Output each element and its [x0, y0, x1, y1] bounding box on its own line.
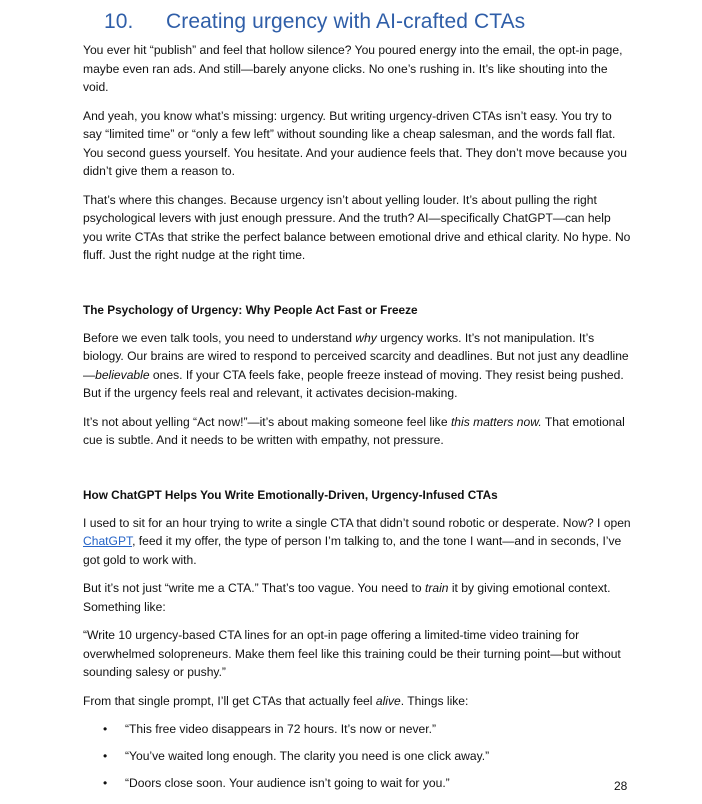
section-heading-chatgpt: How ChatGPT Helps You Write Emotionally-Driven, Urgency-Infused CTAs [83, 487, 498, 502]
section-heading-psychology: The Psychology of Urgency: Why People Act Fast or Freeze [83, 302, 418, 317]
bullet-icon: • [103, 749, 108, 763]
emphasis: believable [95, 367, 150, 382]
chatgpt-link[interactable]: ChatGPT [83, 534, 133, 548]
emphasis: this matters now. [450, 414, 542, 429]
emphasis: alive [375, 693, 401, 708]
bullet-icon: • [103, 722, 108, 736]
intro-paragraph-3: That’s where this changes. Because urgency isn’t about yelling louder. It’s about pulling the right psychological levers with just enough pressure. And the truth? AI—specifically ChatGPT—can help you write CTAs that strike the perfect balance between emotional drive and ethical clarity. No hype. No fluff. Just the right nudge at the right time. [83, 192, 631, 262]
emphasis: train [424, 581, 449, 595]
emphasis: why [355, 330, 377, 345]
chapter-title: Creating urgency with AI-crafted CTAs [166, 10, 526, 33]
bullet-icon: • [103, 776, 108, 790]
list-item: • “Doors close soon. Your audience isn’t going to wait for you.” [83, 774, 631, 793]
psychology-paragraph-1: Before we even talk tools, you need to understand why urgency works. It’s not manipulation. It’s biology. Our brains are wired to respond to perceived scarcity and deadlines. But not just any deadline—believable ones. If your CTA feels fake, people freeze instead of moving. They resist being pushed. But if the urgency feels real and relevant, it activates decision-making. [83, 330, 629, 400]
intro-paragraph-1: You ever hit “publish” and feel that hollow silence? You poured energy into the email, the opt-in page, maybe even ran ads. And still—barely anyone clicks. No one’s rushing in. It’s like shouting into the void. [83, 43, 623, 94]
list-item: • “You’ve waited long enough. The clarity you need is one click away.” [83, 747, 631, 766]
chatgpt-paragraph-1: I used to sit for an hour trying to write a single CTA that didn’t sound robotic or desperate. Now? I open ChatGPT, feed it my offer, the type of person I’m talking to, and the tone I want—and in seconds, I’ve got gold to work with. [83, 515, 631, 567]
psychology-paragraph-2: It’s not about yelling “Act now!”—it’s about making someone feel like this matters now. That emotional cue is subtle. And it needs to be written with empathy, not pressure. [83, 414, 625, 447]
intro-paragraph-2: And yeah, you know what’s missing: urgency. But writing urgency-driven CTAs isn’t easy. You try to say “limited time” or “only a few left” without sounding like a cheap salesman, and the words fall flat. You second guess yourself. You hesitate. And your audience feels that. They don’t move because you didn’t give them a reason to. [83, 108, 627, 178]
prompt-example: “Write 10 urgency-based CTA lines for an opt-in page offering a limited-time video training for overwhelmed solopreneurs. Make them feel like this training could be their turning point—but without sounding salesy or pushy.” [83, 628, 621, 679]
list-item: • “This free video disappears in 72 hours. It’s now or never.” [83, 720, 631, 739]
chapter-number: 10. [104, 10, 134, 33]
chatgpt-paragraph-2: But it’s not just “write me a CTA.” That’s too vague. You need to train it by giving emotional context. Something like: [83, 581, 611, 614]
chapter-heading [104, 10, 525, 34]
chatgpt-paragraph-4: From that single prompt, I’ll get CTAs that actually feel alive. Things like: [83, 693, 469, 708]
page-number: 28 [614, 779, 628, 793]
section-spacer [83, 460, 631, 486]
cta-example-list [83, 720, 631, 793]
section-spacer [83, 275, 631, 301]
body-content [83, 41, 631, 801]
